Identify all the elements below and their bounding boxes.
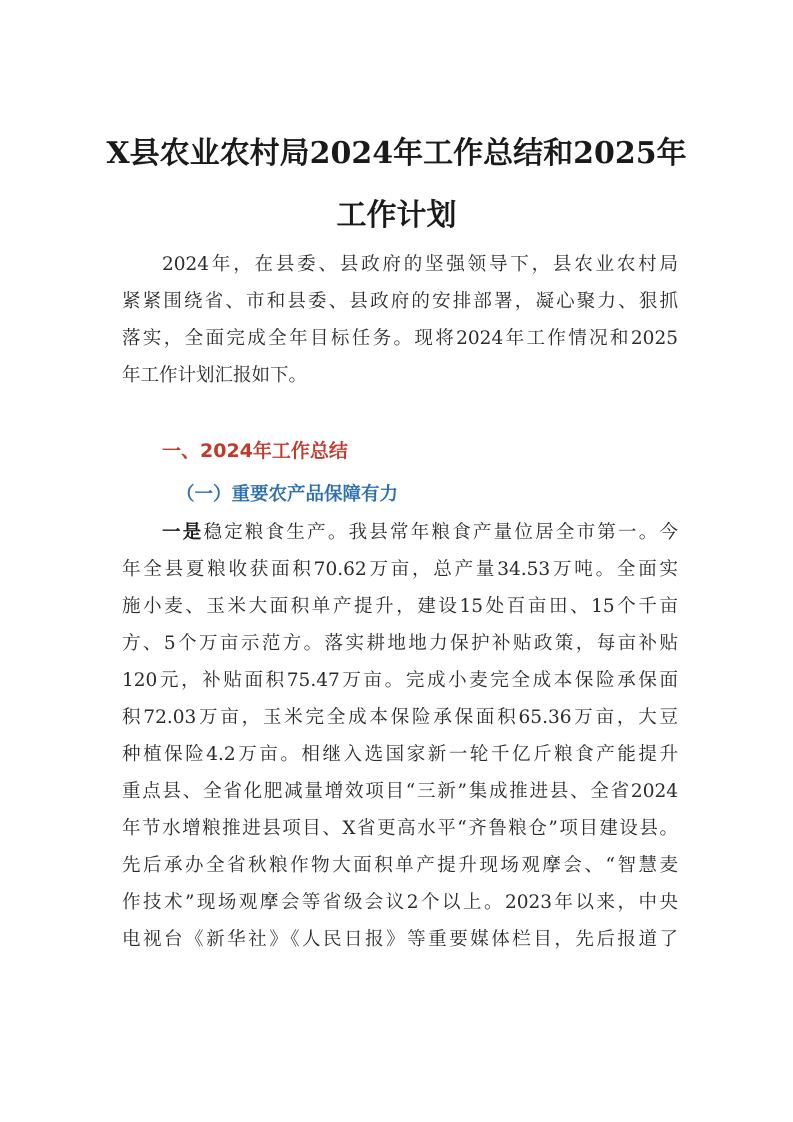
- para1-line-12: 电视台《新华社》《人民日报》等重要媒体栏目，先后报道了: [122, 929, 678, 950]
- intro-line-4: 年工作计划汇报如下。: [122, 365, 308, 386]
- intro-line-2: 紧紧围绕省、市和县委、县政府的安排部署，凝心聚力、狠抓: [122, 291, 678, 312]
- para1-line-7: 种植保险4.2万亩。相继入选国家新一轮千亿斤粮食产能提升: [122, 744, 678, 765]
- para1-line-10: 先后承办全省秋粮作物大面积单产提升现场观摩会、“智慧麦: [122, 855, 678, 876]
- para1-lead: 一是: [162, 522, 204, 543]
- section-heading-1: 一、2024年工作总结: [162, 440, 348, 462]
- para1-line-5: 120元，补贴面积75.47万亩。完成小麦完全成本保险承保面: [122, 670, 678, 691]
- para1-line-1: [162, 514, 678, 551]
- para1-line-3: 施小麦、玉米大面积单产提升，建设15处百亩田、15个千亩: [122, 596, 678, 617]
- intro-line-3: 落实，全面完成全年目标任务。现将2024年工作情况和2025: [122, 328, 678, 349]
- para1-line-6: 积72.03万亩，玉米完全成本保险承保面积65.36万亩，大豆: [122, 707, 678, 728]
- para1-line-11: 作技术”现场观摩会等省级会议2个以上。2023年以来，中央: [122, 892, 678, 913]
- document-title-line-1: X县农业农村局2024年工作总结和2025年: [106, 136, 687, 171]
- para1-first-rest: 稳定粮食生产。我县常年粮食产量位居全市第一。今: [203, 522, 678, 543]
- para1-line-2: 年全县夏粮收获面积70.62万亩，总产量34.53万吨。全面实: [122, 559, 678, 580]
- intro-line-1: 2024年，在县委、县政府的坚强领导下，县农业农村局: [162, 254, 678, 275]
- para1-line-8: 重点县、全省化肥减量增效项目“三新”集成推进县、全省2024: [122, 781, 678, 802]
- subsection-heading-1: （一）重要农产品保障有力: [176, 484, 399, 505]
- document-title-line-2: 工作计划: [336, 198, 457, 233]
- para1-line-4: 方、5个万亩示范方。落实耕地地力保护补贴政策，每亩补贴: [122, 633, 678, 654]
- para1-line-9: 年节水增粮推进县项目、X省更高水平“齐鲁粮仓”项目建设县。: [122, 818, 678, 839]
